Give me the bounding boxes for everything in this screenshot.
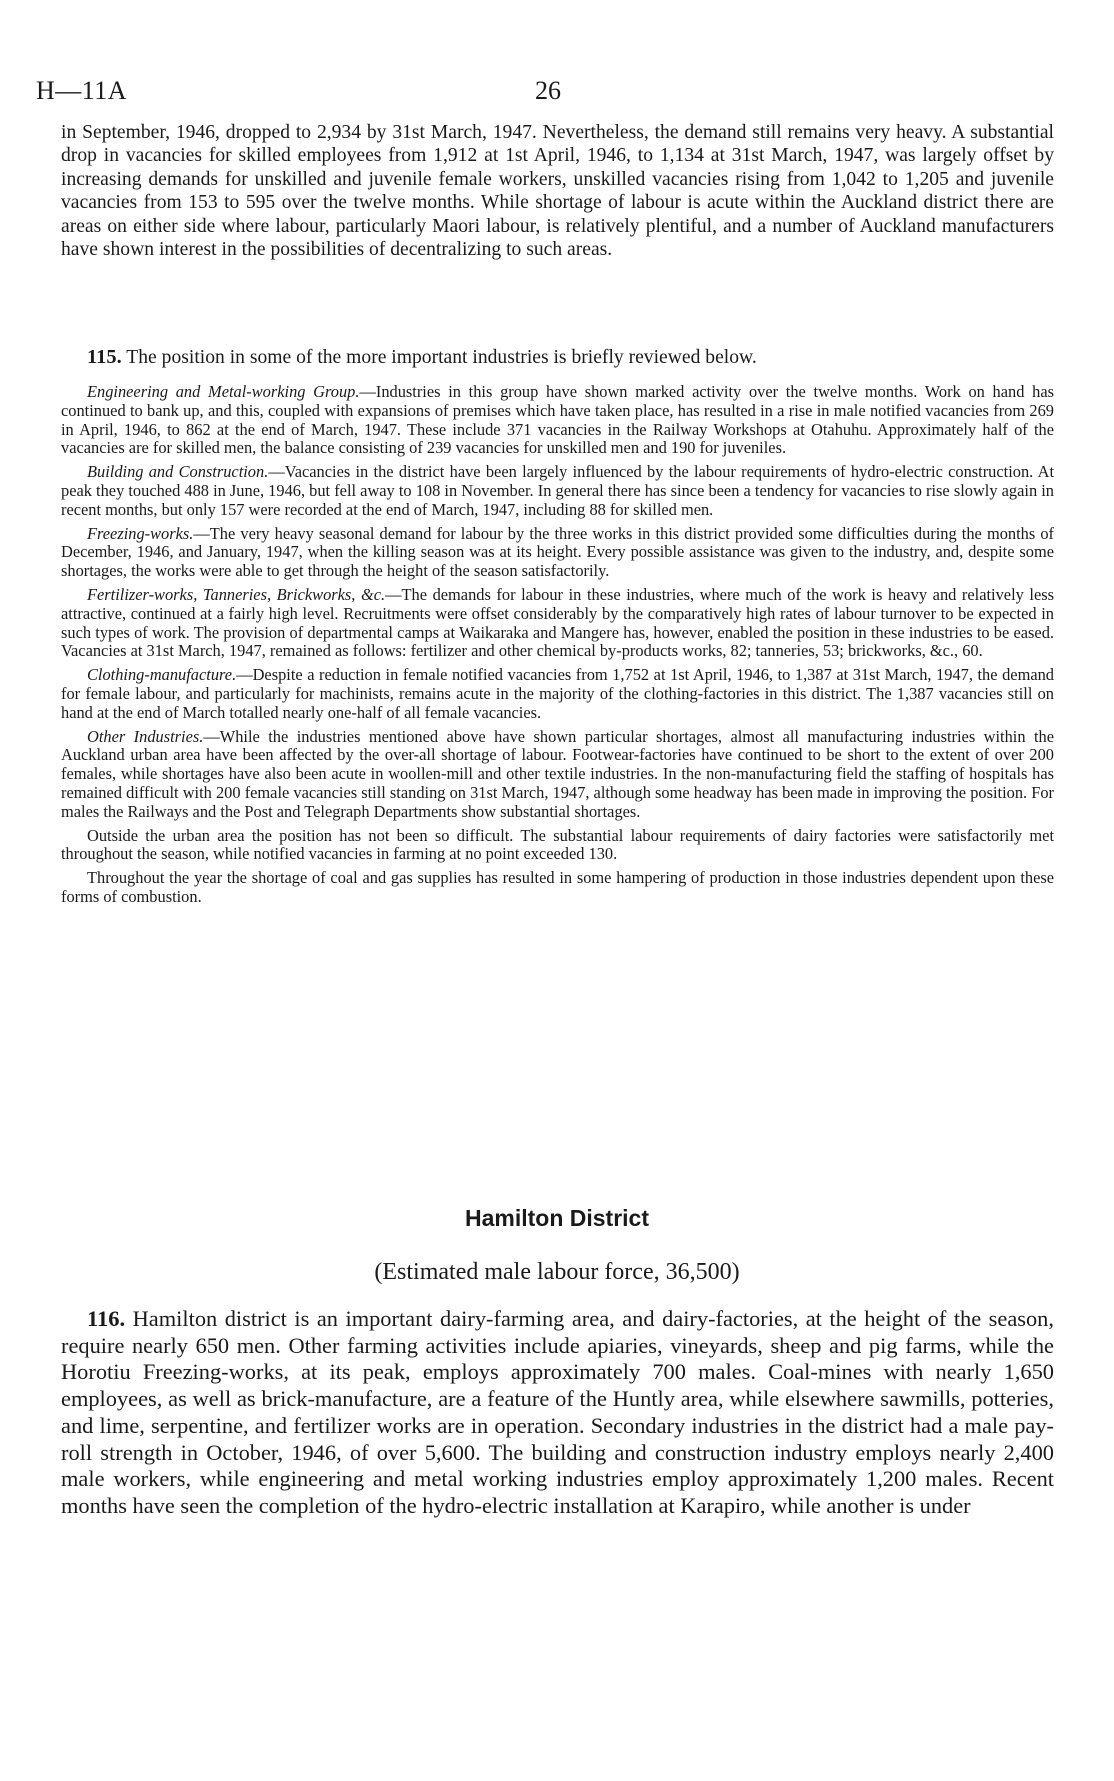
industries-section	[61, 383, 1054, 907]
document-code: H—11A	[36, 76, 128, 105]
industry-title: Engineering and Metal-working Group.	[87, 382, 360, 401]
paragraph-115	[61, 346, 1054, 369]
industry-building	[61, 463, 1054, 519]
section-heading: Hamilton District	[464, 1205, 650, 1231]
paragraph-number: 115.	[87, 346, 122, 368]
industry-text: —While the industries mentioned above have shown particular shortages, almost all manufacturing industries within the Auckland urban area have been affected by the over-all shortage of labour. Footwear-factories have continued to be short to the extent of over 200 females, while shortages have also been acute in woollen-mill and other textile industries. In the non-manufacturing field the staffing of hospitals has remained difficult with 200 female vacancies still standing on 31st March, 1947, although some headway has been made in improving the position. For males the Railways and the Post and Telegraph Departments show substantial shortages.	[61, 726, 1055, 821]
intro-text: in September, 1946, dropped to 2,934 by 31st March, 1947. Nevertheless, the demand still remains very heavy. A substantial drop in vacancies for skilled employees from 1,912 at 1st April, 1946, to 1,134 at 31st March, 1947, was largely offset by increasing demands for unskilled and juvenile female workers, unskilled vacancies rising from 1,042 to 1,205 and juvenile vacancies from 153 to 595 over the twelve months. While shortage of labour is acute within the Auckland district there are areas on either side where labour, particularly Maori labour, is relatively plentiful, and a number of Auckland manufacturers have shown interest in the possibilities of decentralizing to such areas.	[61, 122, 1054, 261]
industry-text: —The very heavy seasonal demand for labour by the three works in this district provided some difficulties during the months of December, 1946, and January, 1947, when the killing season was at its height. Every possible assistance was given to the industry, and, despite some shortages, the works were able to get through the height of the season satisfactorily.	[61, 523, 1054, 581]
industry-text: —Industries in this group have shown marked activity over the twelve months. Work on hand has continued to bank up, and this, coupled with expansions of premises which have taken place, has resulted in a rise in male notified vacancies from 269 in April, 1946, to 862 at the end of March, 1947. These include 371 vacancies in the Railway Workshops at Otahuhu. Approximately half of the vacancies are for skilled men, the balance consisting of 239 vacancies for unskilled men and 190 for juveniles.	[61, 382, 1054, 458]
page-number: 26	[535, 76, 561, 105]
paragraph-text: Hamilton district is an important dairy-farming area, and dairy-factories, at the height of the season, require nearly 650 men. Other farming activities include apiaries, vineyards, sheep and pig farms, while the Horotiu Freezing-works, at its peak, employs approximately 700 males. Coal-mines with nearly 1,650 employees, as well as brick-manufacture, are a feature of the Huntly area, while elsewhere sawmills, potteries, and lime, serpentine, and fertilizer works are in operation. Secondary industries in the district had a male pay-roll strength in October, 1946, of over 5,600. The building and construction industry employs nearly 2,400 male workers, while engineering and metal working industries employ approximately 1,200 males. Recent months have seen the completion of the hydro-electric installation at Karapiro, while another is under	[61, 1306, 1054, 1518]
industry-clothing	[61, 666, 1054, 722]
paragraph-116	[61, 1306, 1054, 1520]
industry-title: Freezing-works.	[87, 523, 194, 543]
industry-title: Building and Construction.	[87, 462, 269, 482]
coal-gas-paragraph: Throughout the year the shortage of coal and gas supplies has resulted in some hampering of production in those industries dependent upon these forms of combustion.	[61, 868, 1054, 906]
paragraph-text: The position in some of the more important industries is briefly reviewed below.	[126, 347, 757, 368]
industry-other	[61, 728, 1054, 822]
industry-text: —Despite a reduction in female notified vacancies from 1,752 at 1st April, 1946, to 1,387 at 31st March, 1947, the demand for female labour, and particularly for machinists, remains acute in the majority of the clothing-factories in this district. The 1,387 vacancies still on hand at the end of March totalled nearly one-half of all female vacancies.	[61, 665, 1054, 722]
industry-title: Fertilizer-works, Tanneries, Brickworks, &c.	[87, 584, 386, 604]
industry-engineering	[61, 383, 1054, 458]
outside-urban-paragraph: Outside the urban area the position has not been so difficult. The substantial labour requirements of dairy factories were satisfactorily met throughout the season, while notified vacancies in farming at no point exceeded 130.	[61, 825, 1054, 864]
industry-title: Clothing-manufacture.	[87, 665, 237, 685]
industry-text: —Vacancies in the district have been largely influenced by the labour requirements of hydro-electric construction. At peak they touched 488 in June, 1946, but fell away to 108 in November. In general there has since been a tendency for vacancies to rise slowly again in recent months, but only 157 were recorded at the end of March, 1947, including 88 for skilled men.	[61, 462, 1055, 519]
industry-title: Other Industries.	[87, 726, 204, 746]
industry-freezing	[61, 525, 1054, 581]
industry-text: —The demands for labour in these industries, where much of the work is heavy and relatively less attractive, continued at a fairly high level. Recruitments were offset considerably by the comparatively high rates of labour turnover to be expected in such types of work. The provision of departmental camps at Waikaraka and Mangere has, however, enabled the position in these industries to be eased. Vacancies at 31st March, 1947, remained as follows: fertilizer and other chemical by-products works, 82; tanneries, 53; brickworks, &c., 60.	[61, 584, 1054, 661]
section-subheading: (Estimated male labour force, 36,500)	[374, 1259, 740, 1285]
paragraph-number: 116.	[87, 1306, 126, 1331]
industry-fertilizer	[61, 586, 1054, 661]
intro-paragraph	[61, 121, 1054, 261]
